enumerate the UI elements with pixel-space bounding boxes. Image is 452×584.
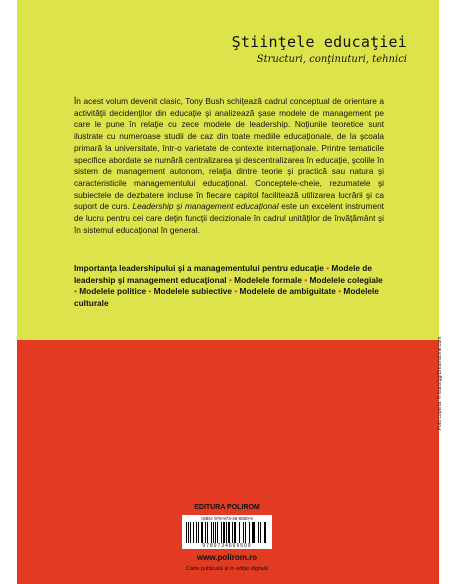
keywords-list	[74, 263, 386, 310]
barcode	[182, 515, 272, 549]
top-panel	[17, 0, 439, 340]
series-title: Ştiinţele educaţiei	[231, 33, 407, 51]
barcode-number: 9789734665509	[202, 543, 252, 549]
publisher-name: EDITURA POLIROM	[194, 504, 260, 511]
barcode-stripe	[266, 522, 267, 543]
series-subtitle: Structuri, conţinuturi, tehnici	[256, 54, 407, 65]
digital-edition-note: Carte publicată şi în ediţie digitală	[185, 566, 269, 572]
keyword-item: Importanţa leadershipului şi a managementului pentru educaţie	[74, 263, 324, 273]
keyword-item: Modelele formale	[234, 274, 302, 285]
keyword-item: Modelele culturale	[74, 286, 379, 309]
keyword-item: Modelele subiective	[153, 286, 232, 297]
bullet-separator: •	[74, 286, 77, 297]
photo-credit: Foto coperta: © lisafx/gg/Dreamstime.com	[437, 336, 443, 430]
back-cover	[17, 0, 443, 584]
bullet-separator: •	[148, 286, 152, 297]
isbn-text: ISBN: 978-973-46-6550-9	[201, 516, 253, 521]
bullet-separator: •	[304, 274, 308, 285]
keyword-item: Modelele colegiale	[309, 274, 383, 285]
bullet-separator: •	[338, 286, 342, 297]
keyword-item: Modelele de ambiguitate	[239, 286, 336, 297]
keyword-item: Modele de leadership şi management educaţional	[74, 263, 372, 285]
keyword-item: Modelele politice	[79, 286, 147, 297]
bullet-separator: •	[326, 263, 330, 273]
description-part-2: este un excelent instrument de lucru pentru cei care deţin funcţii decizionale în cadrul unităţilor de învăţământ şi în sistemul educaţional în general.	[74, 201, 384, 235]
barcode-bars	[186, 522, 268, 543]
description-text	[74, 96, 384, 236]
publisher-website[interactable]: www.polirom.ro	[196, 553, 258, 562]
description-part-1: În acest volum devenit clasic, Tony Bush schiţează cadrul conceptual de orientare a activităţii decidenţilor din educaţie şi analizează şase modele de management pe care le pune în relaţie cu zece modele de leadership. Noţiunile teoretice sunt ilustrate cu numeroase studii de caz din toate mediile educaţionale, de la şcoala primară la universitate, într-o varietate de contexte internaţionale. Printre tematicile specifice abordate se numără centralizarea şi descentralizarea în educaţie, şcolile în sistem de management autonom, relaţia dintre teorie şi practică sau natura şi caracteristicile managementului educaţional. Conceptele-cheie, rezumatele şi subiectele de dezbatere incluse în fiecare capitol facilitează utilizarea lucrării şi ca suport de curs.	[74, 96, 384, 212]
bullet-separator: •	[228, 274, 232, 285]
book-title-italic: Leadership şi management educaţional	[132, 201, 279, 212]
bullet-separator: •	[234, 286, 238, 297]
